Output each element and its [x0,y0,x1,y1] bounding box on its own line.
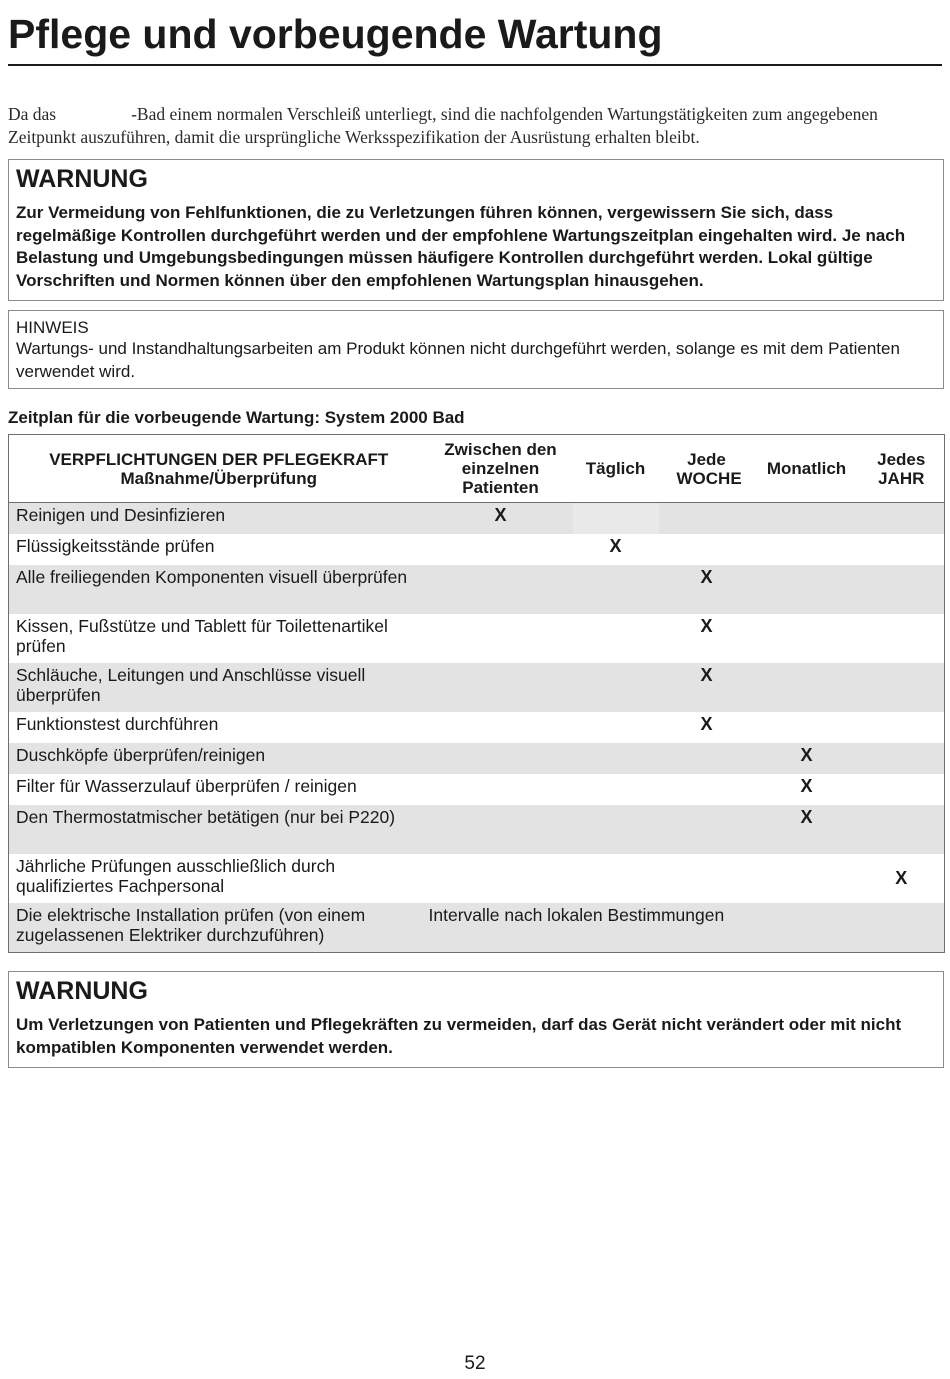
task-cell: Schläuche, Leitungen und Anschlüsse visuell überprüfen [9,663,429,712]
table-row [9,854,945,903]
task-cell: Flüssigkeitsstände prüfen [9,534,429,565]
column-header-task-line2: Maßnahme/Überprüfung [120,468,317,488]
empty-cell [755,854,859,903]
column-header-weekly: Jede WOCHE [659,435,755,503]
empty-cell [573,565,659,614]
empty-cell [859,663,945,712]
empty-cell [573,712,659,743]
empty-cell [659,534,755,565]
mark-between: X [429,503,573,535]
table-header-row [9,435,945,503]
schedule-caption: Zeitplan für die vorbeugende Wartung: System 2000 Bad [8,408,465,427]
column-header-yearly: Jedes JAHR [859,435,945,503]
mark-monthly: X [755,743,859,774]
task-cell: Alle freiliegenden Komponenten visuell überprüfen [9,565,429,614]
table-row [9,774,945,805]
page-title: Pflege und vorbeugende Wartung [8,11,663,57]
page-number: 52 [464,1353,486,1374]
empty-cell [755,503,859,535]
empty-cell [573,774,659,805]
table-row [9,743,945,774]
column-header-monthly: Monatlich [755,435,859,503]
empty-cell [659,743,755,774]
task-cell: Funktionstest durchführen [9,712,429,743]
empty-cell [429,743,573,774]
mark-daily: X [573,534,659,565]
empty-cell [429,774,573,805]
empty-cell [429,805,573,854]
empty-cell [429,663,573,712]
empty-cell [429,614,573,663]
intro-text-start: Da das [8,104,57,124]
mark-weekly: X [659,712,755,743]
empty-cell [573,854,659,903]
table-row [9,534,945,565]
empty-cell [755,565,859,614]
intro-paragraph [8,103,942,149]
mark-yearly: X [859,854,945,903]
empty-cell [859,503,945,535]
mark-monthly: X [755,774,859,805]
empty-cell [755,663,859,712]
empty-cell [755,614,859,663]
empty-cell [859,743,945,774]
mark-weekly: X [659,614,755,663]
empty-cell [859,565,945,614]
mark-monthly: X [755,805,859,854]
warning-text: Um Verletzungen von Patienten und Pflegekräften zu vermeiden, darf das Gerät nicht verändert oder mit nicht kompatiblen Komponenten verwendet werden. [16,1015,902,1057]
task-cell: Den Thermostatmischer betätigen (nur bei P220) [9,805,429,854]
intro-text-rest: -Bad einem normalen Verschleiß unterliegt, sind die nachfolgenden Wartungstätigkeiten zum angegebenen Zeitpunkt auszuführen, damit die ursprüngliche Werksspezifikation der Ausrüstung erhalten bleibt. [8,104,878,147]
empty-cell [659,774,755,805]
empty-cell [429,712,573,743]
empty-cell [573,805,659,854]
column-header-task [9,435,429,503]
empty-cell [573,503,659,535]
mark-weekly: X [659,565,755,614]
warning-box-bottom [8,971,944,1068]
empty-cell [859,805,945,854]
table-row [9,565,945,614]
empty-cell [429,565,573,614]
empty-cell [659,805,755,854]
warning-text: Zur Vermeidung von Fehlfunktionen, die zu Verletzungen führen können, vergewissern Sie sich, dass regelmäßige Kontrollen durchgeführt werden und der empfohlene Wartungszeitplan eingehalten wird. Je nach Belastung und Umgebungsbedingungen müssen häufigere Kontrollen durchgeführt werden. Lokal gültige Vorschriften und Normen können über den empfohlenen Wartungsplan hinausgehen. [16,203,906,290]
table-row [9,712,945,743]
table-row [9,614,945,663]
task-cell: Filter für Wasserzulauf überprüfen / reinigen [9,774,429,805]
warning-heading: WARNUNG [16,977,148,1005]
column-header-task-line1: VERPFLICHTUNGEN DER PFLEGEKRAFT [49,449,389,469]
column-header-between-patients: Zwischen den einzelnen Patienten [429,435,573,503]
empty-cell [859,614,945,663]
mark-weekly: X [659,663,755,712]
warning-heading: WARNUNG [16,165,148,193]
task-cell: Jährliche Prüfungen ausschließlich durch qualifiziertes Fachpersonal [9,854,429,903]
empty-cell [755,712,859,743]
table-row [9,503,945,535]
note-box [8,310,944,389]
empty-cell [659,503,755,535]
table-row [9,805,945,854]
empty-cell [573,614,659,663]
empty-cell [573,743,659,774]
warning-box-top [8,159,944,301]
note-heading: HINWEIS [16,318,89,337]
empty-cell [859,774,945,805]
empty-cell [859,712,945,743]
empty-cell [859,534,945,565]
interval-note: Intervalle nach lokalen Bestimmungen [429,903,945,953]
task-cell: Die elektrische Installation prüfen (von einem zugelassenen Elektriker durchzuführen) [9,903,429,953]
empty-cell [429,534,573,565]
empty-cell [429,854,573,903]
task-cell: Reinigen und Desinfizieren [9,503,429,535]
empty-cell [659,854,755,903]
maintenance-schedule-table [8,434,945,953]
table-row [9,903,945,953]
title-divider [8,64,942,66]
empty-cell [573,663,659,712]
empty-cell [755,534,859,565]
table-row [9,663,945,712]
column-header-daily: Täglich [573,435,659,503]
task-cell: Duschköpfe überprüfen/reinigen [9,743,429,774]
task-cell: Kissen, Fußstütze und Tablett für Toilettenartikel prüfen [9,614,429,663]
note-text: Wartungs- und Instandhaltungsarbeiten am Produkt können nicht durchgeführt werden, solange es mit dem Patienten verwendet wird. [16,339,900,381]
